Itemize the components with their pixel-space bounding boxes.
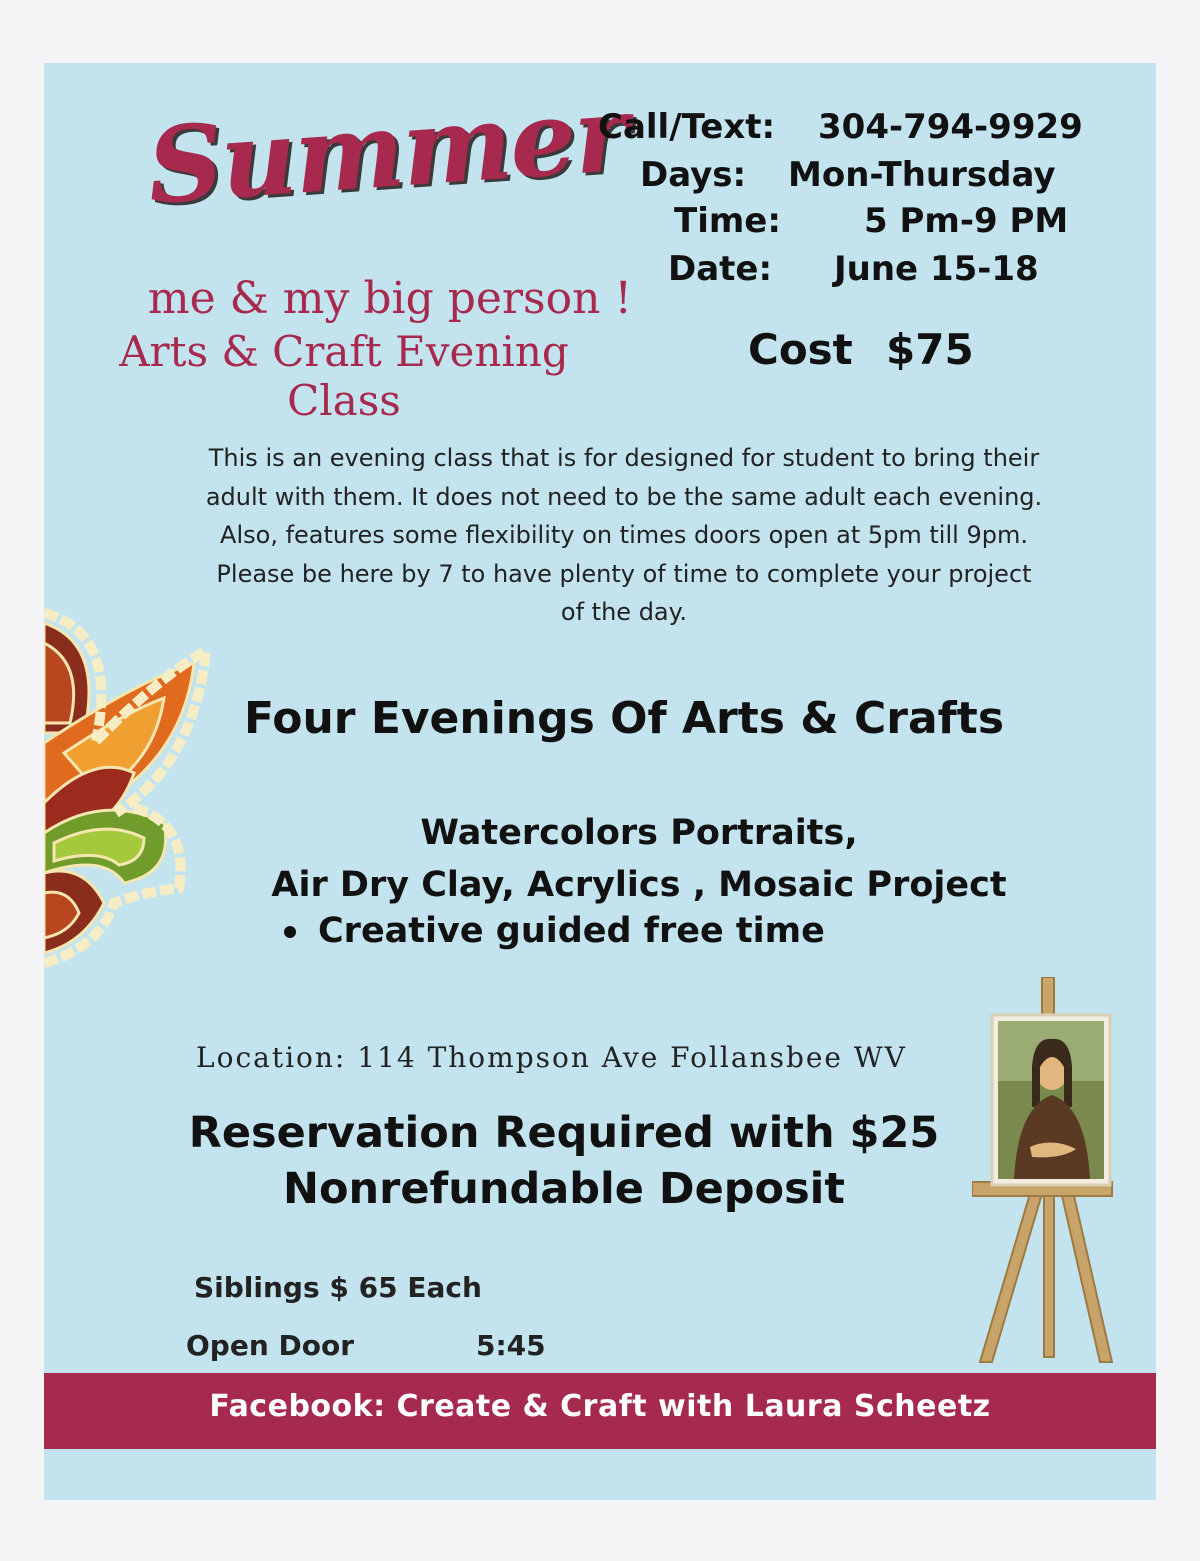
mosaic-flower-icon xyxy=(44,603,214,993)
easel-painting-icon xyxy=(972,977,1122,1367)
crafts-line: Air Dry Clay, Acrylics , Mosaic Project xyxy=(271,865,1007,905)
days-label: Days: xyxy=(640,155,747,195)
info-time xyxy=(44,201,1156,245)
location: Location: 114 Thompson Ave Follansbee WV xyxy=(196,1041,907,1074)
description-line: Please be here by 7 to have plenty of time to complete your project xyxy=(216,559,1032,588)
subtitle-class-name: Arts & Craft Evening Class xyxy=(119,327,569,425)
cost-value: $75 xyxy=(886,325,974,374)
open-door-label: Open Door xyxy=(186,1329,355,1362)
description-line: adult with them. It does not need to be the same adult each evening. xyxy=(205,482,1043,511)
crafts-list xyxy=(44,807,1156,911)
cost-label: Cost xyxy=(748,325,853,374)
reservation-line: Reservation Required with $25 xyxy=(188,1108,940,1158)
info-date xyxy=(44,249,1156,293)
info-cost xyxy=(44,325,1156,381)
crafts-bullet-item xyxy=(284,911,825,951)
bullet-dot-icon xyxy=(284,926,296,938)
description-line: of the day. xyxy=(560,598,688,626)
call-value[interactable]: 304-794-9929 xyxy=(818,107,1083,147)
days-value: Mon-Thursday xyxy=(788,155,1056,195)
summer-title: Summer xyxy=(143,71,631,228)
description xyxy=(164,439,1084,632)
time-value: 5 Pm-9 PM xyxy=(864,201,1069,241)
call-label: Call/Text: xyxy=(598,107,776,147)
description-line: This is an evening class that is for designed for student to bring their xyxy=(208,444,1040,472)
crafts-line: Watercolors Portraits, xyxy=(420,813,858,853)
info-call xyxy=(44,107,1156,151)
reservation-notice xyxy=(184,1105,944,1217)
info-days xyxy=(44,155,1156,199)
bullet-text: Creative guided free time xyxy=(318,911,825,951)
date-label: Date: xyxy=(668,249,773,289)
subtitle-me-and-my-big-person: me & my big person ! xyxy=(147,273,633,324)
siblings-price: Siblings $ 65 Each xyxy=(194,1271,482,1304)
time-label: Time: xyxy=(674,201,781,241)
open-door-time: 5:45 xyxy=(476,1329,546,1362)
flyer xyxy=(44,63,1156,1500)
reservation-line: Nonrefundable Deposit xyxy=(283,1164,845,1214)
facebook-link[interactable]: Facebook: Create & Craft with Laura Scheetz xyxy=(209,1389,991,1424)
four-evenings-heading: Four Evenings Of Arts & Crafts xyxy=(243,693,1005,744)
description-line: Also, features some flexibility on times doors open at 5pm till 9pm. xyxy=(220,521,1028,549)
date-value: June 15-18 xyxy=(834,249,1039,289)
